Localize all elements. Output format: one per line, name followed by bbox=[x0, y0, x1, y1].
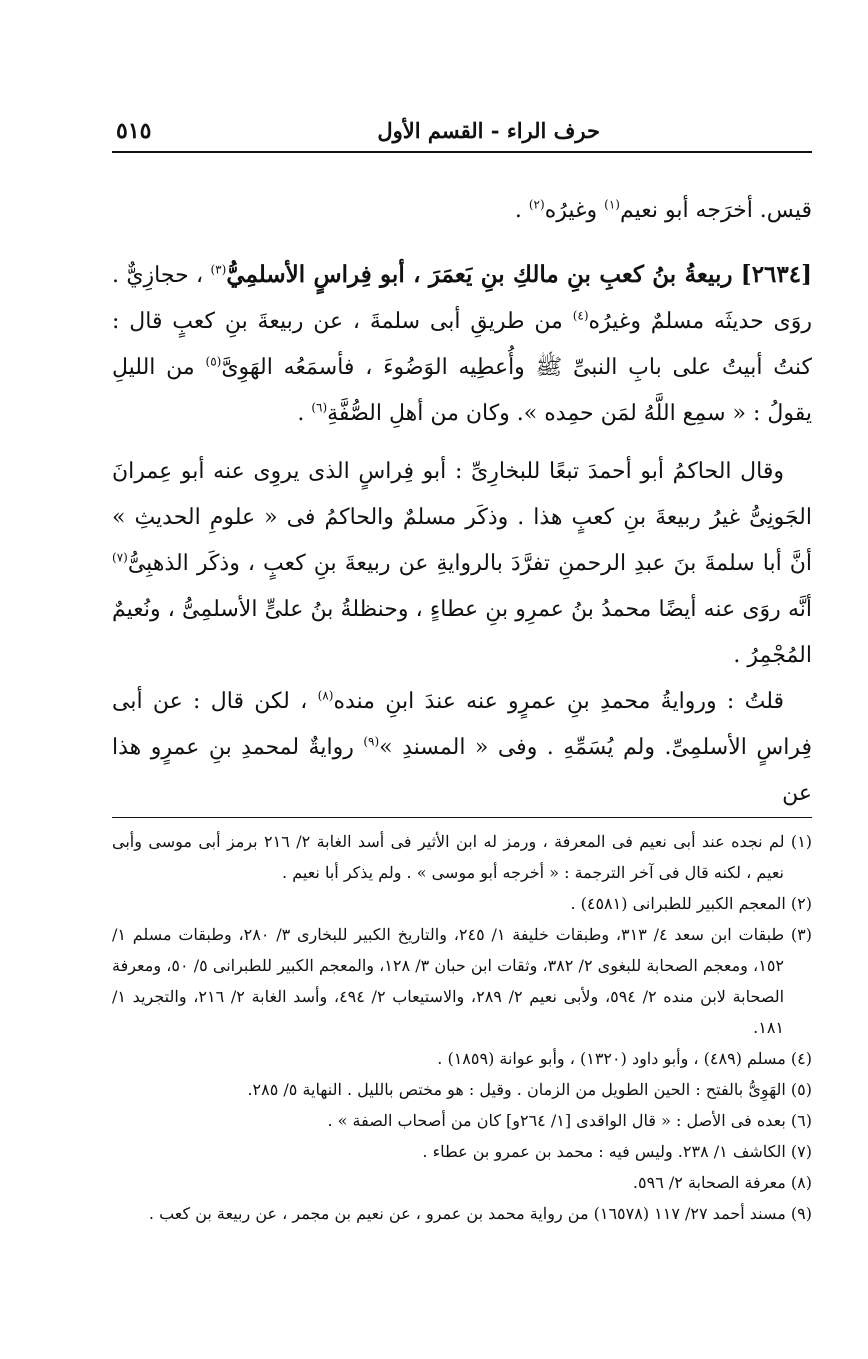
footnote-ref: (٤) bbox=[572, 308, 589, 323]
header-title: حرف الراء - القسم الأول bbox=[377, 118, 600, 143]
text-run: . bbox=[297, 401, 312, 426]
footnote: (٤) مسلم (٤٨٩) ، وأبو داود (١٣٢٠) ، وأبو عوانة (١٨٥٩) . bbox=[437, 1049, 812, 1068]
footnote-ref: (٧) bbox=[112, 550, 128, 565]
text-run: ، لكن قال : عن أبى فِراسٍ الأسلمِىِّ. ولم يُسَمِّهِ . وفى « المسندِ » bbox=[112, 689, 812, 760]
footnote-ref: (٣) bbox=[210, 262, 227, 277]
text-run: ، حجازِيٌّ . روَى حديثَه مسلمٌ وغيرُه bbox=[112, 263, 813, 334]
footnote-ref: (٦) bbox=[311, 400, 328, 415]
footnote-ref: (٢) bbox=[528, 197, 545, 212]
text-run: أنَّه روَى عنه أيضًا محمدُ بنُ عمرِو بنِ عطاءٍ ، وحنظلةُ بنُ علىٍّ الأسلمِىُّ ، ونُعيمٌ المُجْمِرُ . bbox=[112, 597, 812, 668]
text-run: وغيرُه bbox=[544, 198, 605, 223]
footnote: (٣) طبقات ابن سعد ٤/ ٣١٣، وطبقات خليفة ١/ ٢٤٥، والتاريخ الكبير للبخارى ٣/ ٢٨٠، وطبقات مسلم ١/ ١٥٢، ومعجم الصحابة للبغوى ٢/ ٣٨٢، وثقات ابن حبان ٣/ ١٢٨، والمعجم الكبير للطبرانى ٥/ ٥٠، ومعرفة الصحابة لابن منده ٢/ ٥٩٤، ولأبى نعيم ٢/ ٢٨٩، والاستيعاب ٢/ ٤٩٤، وأسد الغابة ٢/ ٢١٦، والتجريد ١/ ١٨١. bbox=[112, 925, 813, 1037]
text-run: روايةٌ لمحمدِ بنِ عمرٍو هذا عن bbox=[112, 735, 812, 806]
entry-paragraph bbox=[112, 252, 812, 437]
paragraph bbox=[112, 449, 812, 679]
text-run: من طريقِ أبى سلمةَ ، عن ربيعةَ بنِ كعبٍ قال : كنتُ أبيتُ على بابِ النبىِّ ﷺ وأُعطِيه الوَضُوءَ ، فأسمَعُه الهَوِىَّ bbox=[112, 309, 812, 380]
paragraph-gap bbox=[112, 437, 812, 449]
footnote: (٢) المعجم الكبير للطبرانى (٤٥٨١) . bbox=[570, 894, 812, 913]
footnote: (٩) مسند أحمد ٢٧/ ١١٧ (١٦٥٧٨) من رواية محمد بن عمرو ، عن نعيم بن مجمر ، عن ربيعة بن كعب . bbox=[148, 1204, 812, 1223]
paragraph bbox=[112, 679, 812, 817]
page-number: ٥١٥ bbox=[116, 118, 152, 144]
footnote: (١) لم نجده عند أبى نعيم فى المعرفة ، ورمز له ابن الأثير فى أسد الغابة ٢/ ٢١٦ برمز أبى موسى وأبى نعيم ، لكنه قال فى آخر الترجمة : « أخرجه أبو موسى » . ولم يذكر أبا نعيم . bbox=[112, 832, 813, 882]
running-header bbox=[110, 118, 810, 148]
footnote: (٧) الكاشف ١/ ٢٣٨. وليس فيه : محمد بن عمرو بن عطاء . bbox=[422, 1142, 812, 1161]
text-run: قيس. أخرَجه أبو نعيم bbox=[619, 198, 812, 223]
header-rule bbox=[112, 151, 812, 153]
continuation-line bbox=[112, 188, 812, 234]
footnote: (٥) الهَوِىُّ بالفتح : الحين الطويل من الزمان . وقيل : هو مختص بالليل . النهاية ٥/ ٢٨٥. bbox=[247, 1080, 812, 1099]
main-text bbox=[112, 188, 812, 817]
footnote: (٦) بعده فى الأصل : « قال الواقدى [١/ ٢٦٤و] كان من أصحاب الصفة » . bbox=[327, 1111, 812, 1130]
text-run: قلتُ : وروايةُ محمدِ بنِ عمرٍو عنه عندَ ابنِ منده bbox=[333, 689, 784, 714]
text-run: من الليلِ يقولُ : « سمِع اللَّهُ لمَن حمِده ». وكان من أهلِ الصُّفَّةِ bbox=[112, 355, 812, 426]
paragraph-gap bbox=[112, 240, 812, 252]
footnotes bbox=[112, 826, 812, 1229]
footnote-ref: (٨) bbox=[317, 688, 334, 703]
entry-heading: [٢٦٣٤] ربيعةُ بنُ كعبِ بنِ مالكِ بنِ يَعمَرَ ، أبو فِراسٍ الأسلمِيُّ bbox=[226, 261, 813, 288]
footnote-ref: (٥) bbox=[205, 354, 222, 369]
footnote: (٨) معرفة الصحابة ٢/ ٥٩٦. bbox=[632, 1173, 812, 1192]
footnote-rule bbox=[112, 817, 812, 818]
footnote-ref: (١) bbox=[604, 197, 620, 212]
text-run: . bbox=[514, 198, 529, 223]
text-run: وقال الحاكمُ أبو أحمدَ تبعًا للبخارِىِّ : أبو فِراسٍ الذى يروِى عنه أبو عِمرانَ الجَونِىُّ غيرُ ربيعةَ بنِ كعبٍ هذا . وذكَر مسلمٌ والحاكمُ فى « علومِ الحديثِ » أنَّ أبا سلمةَ بنَ عبدِ الرحمنِ تفرَّدَ بالروايةِ عن ربيعةَ بنِ كعبٍ ، وذكَر الذهبِىُّ bbox=[112, 459, 812, 576]
footnote-ref: (٩) bbox=[363, 734, 380, 749]
